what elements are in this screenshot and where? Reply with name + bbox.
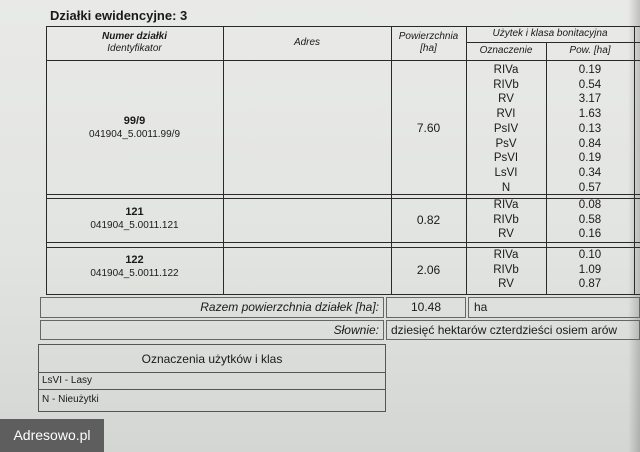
parcel-number: 122 [125, 254, 144, 266]
table-rule [391, 26, 392, 295]
class-code: RIVa [493, 199, 519, 211]
table-rule [634, 26, 635, 295]
class-area: 0.13 [578, 122, 602, 135]
class-code: RV [498, 278, 514, 291]
header-powierzchnia-unit: [ha] [420, 43, 437, 54]
table-rule [466, 42, 640, 43]
parcel-identifier: 041904_5.0011.121 [90, 220, 179, 231]
class-areas [546, 198, 634, 242]
legend-item: N - Nieużytki [42, 394, 99, 405]
parcel-area: 0.82 [416, 213, 441, 227]
class-code: RIVb [493, 263, 519, 276]
header-powierzchnia-label: Powierzchnia [398, 31, 459, 42]
class-area: 0.10 [578, 249, 602, 261]
class-area: 0.57 [578, 181, 602, 194]
class-areas [546, 63, 634, 195]
class-code: RIVb [493, 213, 519, 226]
class-area: 0.16 [578, 228, 602, 241]
table-rule [46, 294, 640, 295]
class-area: 0.54 [578, 78, 602, 91]
class-codes [466, 248, 546, 292]
class-code: RV [498, 93, 514, 106]
table-rule [46, 26, 640, 27]
header-numer [46, 31, 223, 55]
parcel-number: 121 [125, 206, 144, 218]
header-identyfikator-label: Identyfikator [107, 43, 162, 54]
watermark-logo: Adresowo.pl [0, 419, 104, 452]
parcel-identifier: 041904_5.0011.122 [90, 268, 179, 279]
parcels-table [46, 26, 640, 295]
table-rule [223, 26, 224, 295]
class-code: RV [498, 228, 514, 241]
class-code: N [501, 181, 511, 194]
parcel-identifier: 041904_5.0011.99/9 [88, 129, 180, 140]
legend-item: LsVI - Lasy [39, 373, 385, 390]
class-code: RIVb [493, 78, 519, 91]
class-code: LsVI [494, 166, 518, 179]
total-area-value: 10.48 [386, 297, 466, 318]
class-codes [466, 63, 546, 195]
header-numer-label: Numer działki [101, 31, 168, 42]
header-pow-ha: Pow. [ha] [569, 45, 611, 56]
header-oznaczenie: Oznaczenie [479, 45, 533, 56]
class-codes [466, 198, 546, 242]
class-code: RVI [496, 108, 516, 121]
table-rule [46, 60, 640, 61]
total-area-label: Razem powierzchnia działek [ha]: [40, 297, 384, 318]
legend-title: Oznaczenia użytków i klas [39, 345, 385, 373]
header-powierzchnia [391, 31, 466, 55]
class-area: 1.63 [578, 108, 602, 121]
class-area: 0.58 [578, 213, 602, 226]
class-area: 0.34 [578, 166, 602, 179]
class-code: RIVa [493, 64, 519, 76]
header-adres: Adres [293, 37, 321, 48]
class-area: 0.19 [578, 64, 602, 76]
class-code: PsV [495, 137, 517, 150]
class-area: 0.84 [578, 137, 602, 150]
class-area: 1.09 [578, 263, 602, 276]
class-code: PsIV [493, 122, 519, 135]
class-code: RIVa [493, 249, 519, 261]
class-area: 0.87 [578, 278, 602, 291]
words-label: Słownie: [40, 320, 384, 340]
class-area: 0.08 [578, 199, 602, 211]
header-uzytek: Użytek i klasa bonitacyjna [492, 28, 608, 39]
words-value: dziesięć hektarów czterdzieści osiem arów [386, 320, 640, 340]
class-area: 0.19 [578, 152, 602, 165]
parcel-area: 2.06 [416, 263, 441, 277]
class-area: 3.17 [578, 93, 602, 106]
parcel-number: 99/9 [123, 115, 146, 127]
total-area-unit: ha [468, 297, 640, 318]
parcel-area: 7.60 [416, 121, 441, 135]
class-areas [546, 248, 634, 292]
class-code: PsVI [493, 152, 519, 165]
document-title: Działki ewidencyjne: 3 [50, 8, 188, 23]
table-rule [46, 242, 640, 243]
legend-box [38, 344, 386, 412]
